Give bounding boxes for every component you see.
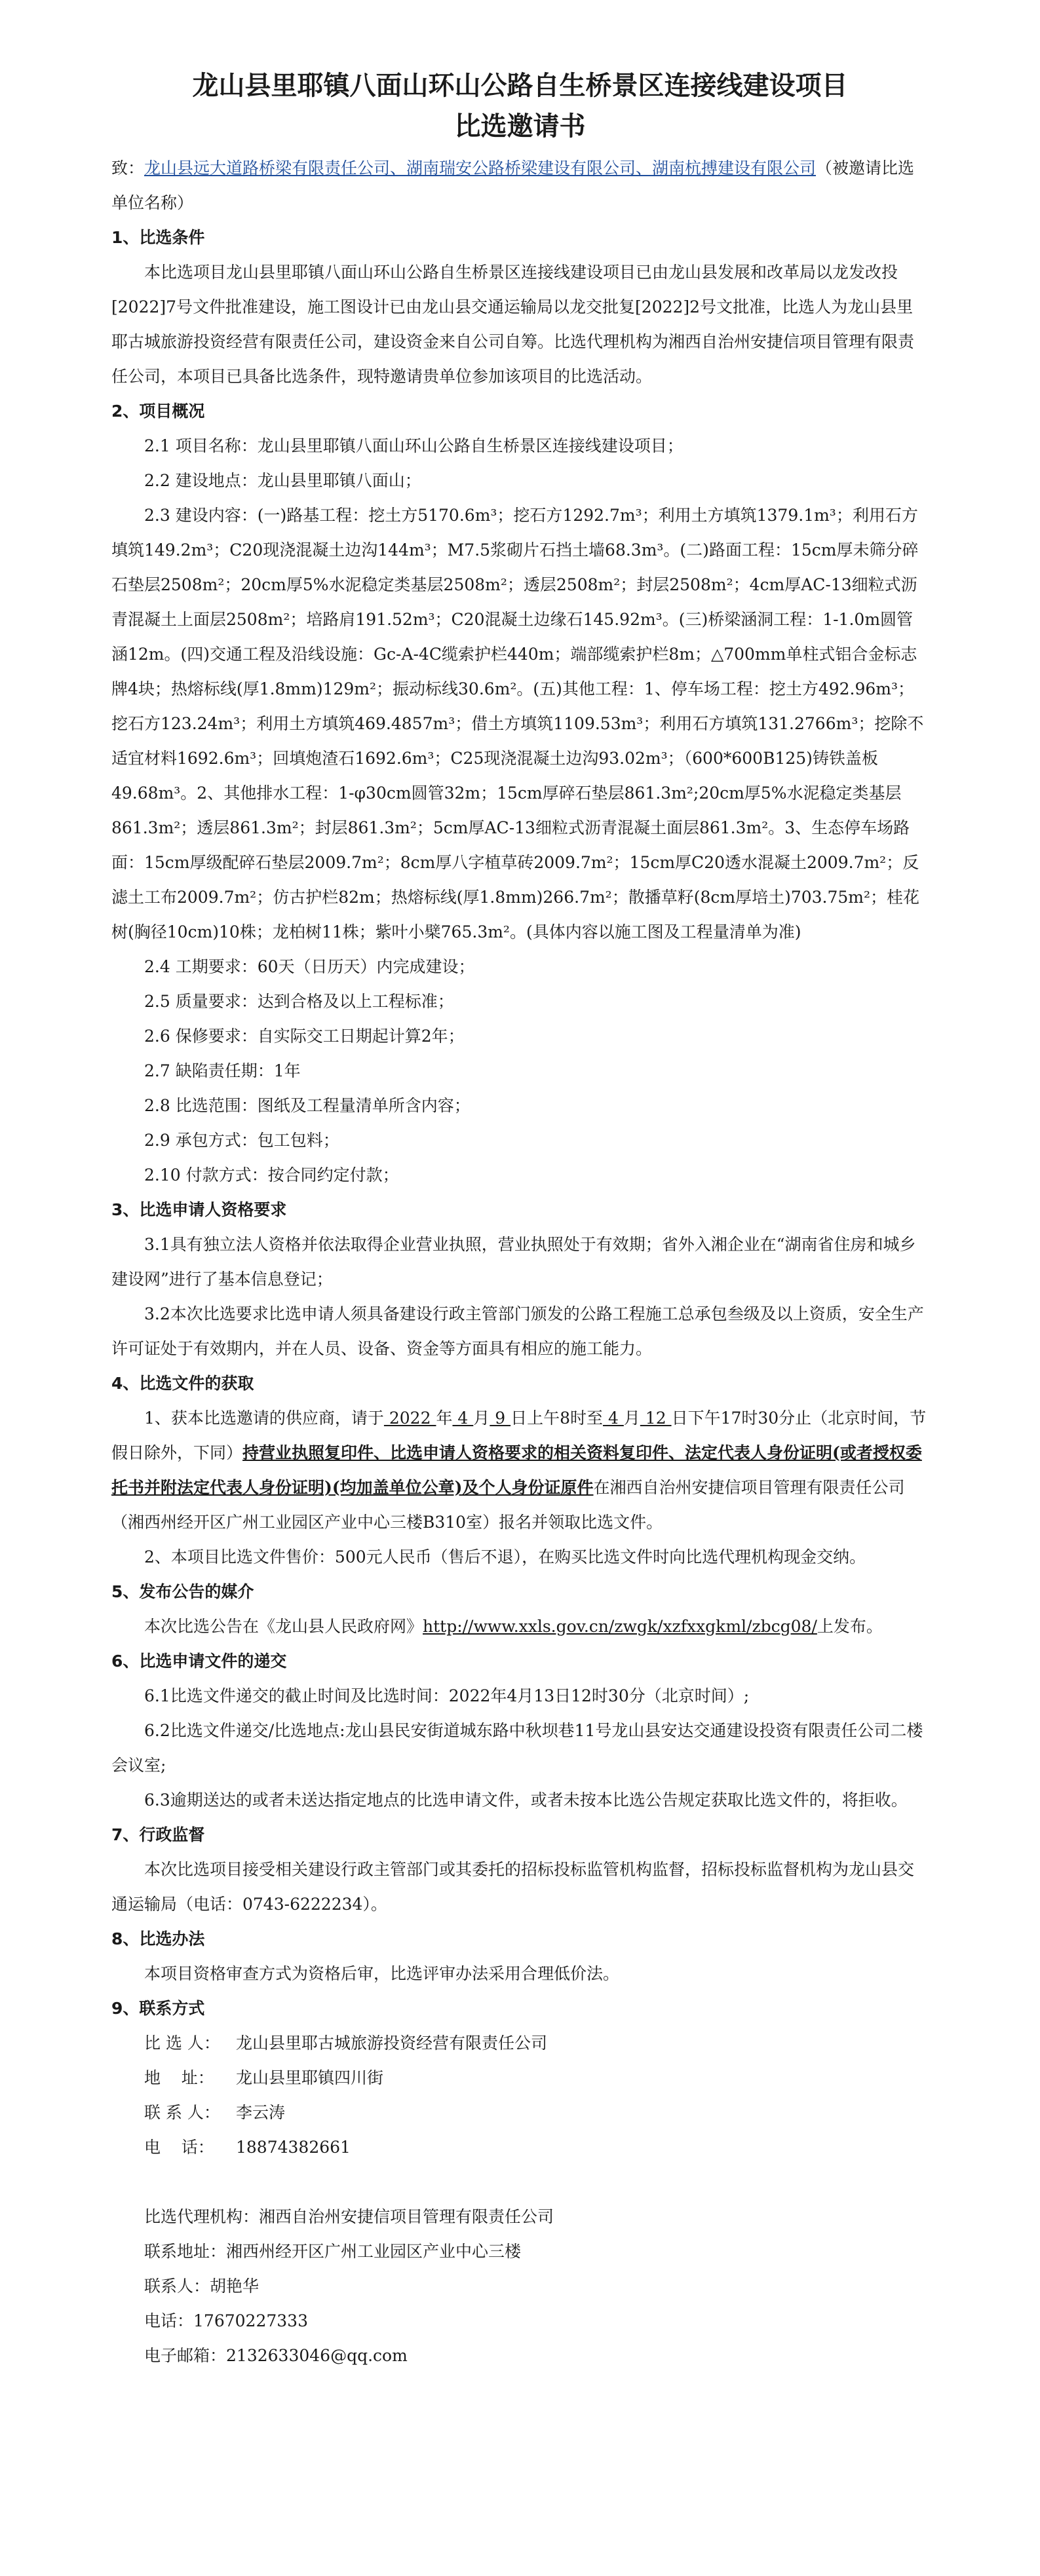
contact-label: 联 系 人： bbox=[144, 2103, 220, 2122]
s4-text: 在湘西自治州安捷信项目管理有限责任公司（湘西州经开区广州工业园区产业中心三楼B310室）报名并领取比选文件。 bbox=[111, 1478, 905, 1532]
section-8-body: 本项目资格审查方式为资格后审，比选评审办法采用合理低价法。 bbox=[144, 1964, 620, 1983]
s4-day-start: 9 bbox=[490, 1409, 511, 1428]
section-2-item: 2.9 承包方式：包工包料； bbox=[144, 1131, 339, 1150]
contact-label: 比选代理机构： bbox=[144, 2207, 260, 2226]
contact-row bbox=[111, 2130, 929, 2165]
contact-value: 18874382661 bbox=[236, 2138, 351, 2157]
contact-value: 17670227333 bbox=[193, 2311, 308, 2330]
addressee-prefix: 致： bbox=[111, 159, 145, 178]
contact-value: 胡艳华 bbox=[210, 2277, 260, 2296]
s4-required-documents: 持营业执照复印件、比选申请人资格要求的相关资料复印件、法定代表人身份证明(或者授权委托书并附法定代表人身份证明)(均加盖单位公章)及个人身份证原件 bbox=[111, 1443, 922, 1497]
section-2-item: 2.10 付款方式：按合同约定付款； bbox=[144, 1165, 399, 1184]
s4-month-end: 4 bbox=[603, 1409, 624, 1428]
contact-label: 电子邮箱： bbox=[144, 2346, 227, 2365]
s4-day-end: 12 bbox=[640, 1409, 672, 1428]
contact-email[interactable]: 2132633046@qq.com bbox=[226, 2346, 408, 2365]
contact-row bbox=[111, 2269, 929, 2303]
contact-value: 龙山县里耶古城旅游投资经营有限责任公司 bbox=[236, 2034, 548, 2053]
contact-label: 比 选 人： bbox=[144, 2034, 220, 2053]
contact-row bbox=[111, 2026, 929, 2060]
title-line-1: 龙山县里耶镇八面山环山公路自生桥景区连接线建设项目 bbox=[192, 71, 848, 101]
addressee-companies: 龙山县远大道路桥梁有限责任公司、湖南瑞安公路桥梁建设有限公司、湖南杭搏建设有限公司 bbox=[144, 159, 817, 178]
contact-label: 电话： bbox=[144, 2311, 194, 2330]
section-1-body: 本比选项目龙山县里耶镇八面山环山公路自生桥景区连接线建设项目已由龙山县发展和改革局以龙发改投[2022]7号文件批准建设，施工图设计已由龙山县交通运输局以龙交批复[2022]2号文批准，比选人为龙山县里耶古城旅游投资经营有限责任公司，建设资金来自公司自筹。比选代理机构为湘西自治州安捷信项目管理有限责任公司，本项目已具备比选条件，现特邀请贵单位参加该项目的比选活动。 bbox=[111, 263, 915, 386]
section-1-heading: 1、比选条件 bbox=[111, 228, 205, 247]
section-7-heading: 7、行政监督 bbox=[111, 1825, 205, 1844]
section-2-item: 2.6 保修要求：自实际交工日期起计算2年； bbox=[144, 1027, 465, 1046]
s4-text: 月 bbox=[623, 1409, 640, 1428]
s4-text: 日下午17时30分止（北京时间，节假日除外，下同） bbox=[111, 1409, 927, 1462]
spacer bbox=[111, 2165, 929, 2199]
section-4-para-2: 2、本项目比选文件售价：500元人民币（售后不退），在购买比选文件时向比选代理机构现金交纳。 bbox=[144, 1547, 866, 1566]
section-2-item: 2.8 比选范围：图纸及工程量清单所含内容； bbox=[144, 1096, 471, 1115]
title-line-2: 比选邀请书 bbox=[454, 111, 586, 142]
section-6-para-3: 6.3逾期送达的或者未送达指定地点的比选申请文件，或者未按本比选公告规定获取比选文件的，将拒收。 bbox=[144, 1790, 908, 1809]
publish-url-link[interactable]: http://www.xxls.gov.cn/zwgk/xzfxxgkml/zbcg08/ bbox=[423, 1617, 817, 1636]
contact-row bbox=[111, 2060, 929, 2095]
contact-row bbox=[111, 2199, 929, 2234]
section-2-item: 2.7 缺陷责任期：1年 bbox=[144, 1061, 301, 1080]
section-2-heading: 2、项目概况 bbox=[111, 402, 205, 421]
section-6-para-2: 6.2比选文件递交/比选地点:龙山县民安街道城东路中秋坝巷11号龙山县安达交通建设投资有限责任公司二楼会议室; bbox=[111, 1721, 923, 1775]
addressee-suffix: （被邀请比选单位名称） bbox=[111, 159, 915, 212]
section-5-heading: 5、发布公告的媒介 bbox=[111, 1582, 254, 1601]
s5-text: 本次比选公告在《龙山县人民政府网》 bbox=[144, 1617, 423, 1636]
s4-text: 年 bbox=[436, 1409, 453, 1428]
section-3-heading: 3、比选申请人资格要求 bbox=[111, 1200, 287, 1219]
section-2-item: 2.3 建设内容：(一)路基工程：挖土方5170.6m³；挖石方1292.7m³；利用土方填筑1379.1m³；利用石方填筑149.2m³；C20现浇混凝土边沟144m³；M7.5浆砌片石挡土墙68.3m³。(二)路面工程：15cm厚未筛分碎石垫层2508m²；20cm厚5%水泥稳定类基层2508m²；透层2508m²；封层2508m²；4cm厚AC-13细粒式沥青混凝土上面层2508m²；培路肩191.52m³；C20混凝土边缘石145.92m³。(三)桥梁涵洞工程：1-1.0m圆管涵12m。(四)交通工程及沿线设施：Gc-A-4C缆索护栏440m；端部缆索护栏8m；△700mm单柱式铝合金标志牌4块；热熔标线(厚1.8mm)129m²；振动标线30.6m²。(五)其他工程：1、停车场工程：挖土方492.96m³；挖石方123.24m³；利用土方填筑469.4857m³；借土方填筑1109.53m³；利用石方填筑131.2766m³；挖除不适宜材料1692.6m³；回填炮渣石1692.6m³；C25现浇混凝土边沟93.02m³；（600*600B125)铸铁盖板49.68m³。2、其他排水工程：1-φ30cm圆管32m；15cm厚碎石垫层861.3m²;20cm厚5%水泥稳定类基层861.3m²；透层861.3m²；封层861.3m²；5cm厚AC-13细粒式沥青混凝土面层861.3m²。3、生态停车场路面：15cm厚级配碎石垫层2009.7m²；8cm厚八字植草砖2009.7m²；15cm厚C20透水混凝土2009.7m²；反滤土工布2009.7m²；仿古护栏82m；热熔标线(厚1.8mm)266.7m²；散播草籽(8cm厚培土)703.75m²；桂花树(胸径10cm)10株；龙柏树11株；紫叶小檗765.3m²。(具体内容以施工图及工程量清单为准) bbox=[111, 506, 924, 941]
contact-block-bidder bbox=[111, 2026, 929, 2165]
contact-block-agency bbox=[111, 2199, 929, 2373]
s4-text: 1、获本比选邀请的供应商，请于 bbox=[144, 1409, 384, 1428]
contact-row bbox=[111, 2095, 929, 2130]
section-6-para-1: 6.1比选文件递交的截止时间及比选时间：2022年4月13日12时30分（北京时间）; bbox=[144, 1686, 750, 1705]
contact-value: 湘西自治州安捷信项目管理有限责任公司 bbox=[259, 2207, 554, 2226]
contact-value: 湘西州经开区广州工业园区产业中心三楼 bbox=[226, 2242, 522, 2261]
contact-value: 龙山县里耶镇四川街 bbox=[236, 2068, 384, 2087]
document-title bbox=[111, 66, 929, 147]
s5-text: 上发布。 bbox=[817, 1617, 883, 1636]
section-2-item: 2.5 质量要求：达到合格及以上工程标准； bbox=[144, 992, 454, 1011]
section-7-body: 本次比选项目接受相关建设行政主管部门或其委托的招标投标监管机构监督，招标投标监督机构为龙山县交通运输局（电话：0743-6222234）。 bbox=[111, 1860, 915, 1914]
contact-value: 李云涛 bbox=[236, 2103, 286, 2122]
contact-label: 联系人： bbox=[144, 2277, 210, 2296]
contact-label: 联系地址： bbox=[144, 2242, 227, 2261]
s4-text: 日上午8时至 bbox=[510, 1409, 604, 1428]
contact-row bbox=[111, 2234, 929, 2269]
section-6-heading: 6、比选申请文件的递交 bbox=[111, 1652, 287, 1671]
section-2-item: 2.1 项目名称：龙山县里耶镇八面山环山公路自生桥景区连接线建设项目； bbox=[144, 436, 684, 455]
section-3-para-1: 3.1具有独立法人资格并依法取得企业营业执照，营业执照处于有效期；省外入湘企业在“湖南省住房和城乡建设网”进行了基本信息登记； bbox=[111, 1235, 916, 1289]
contact-label: 地 址： bbox=[144, 2068, 214, 2087]
s4-month-start: 4 bbox=[452, 1409, 474, 1428]
s4-year: 2022 bbox=[383, 1409, 436, 1428]
section-4-heading: 4、比选文件的获取 bbox=[111, 1374, 254, 1393]
addressee bbox=[111, 151, 929, 220]
contact-row bbox=[111, 2338, 929, 2373]
section-2-item: 2.2 建设地点：龙山县里耶镇八面山； bbox=[144, 471, 421, 490]
section-8-heading: 8、比选办法 bbox=[111, 1929, 205, 1948]
s4-text: 月 bbox=[473, 1409, 490, 1428]
contact-row bbox=[111, 2303, 929, 2338]
section-5-body bbox=[111, 1609, 929, 1644]
section-3-para-2: 3.2本次比选要求比选申请人须具备建设行政主管部门颁发的公路工程施工总承包叁级及以上资质，安全生产许可证处于有效期内，并在人员、设备、资金等方面具有相应的施工能力。 bbox=[111, 1304, 924, 1358]
section-2-item: 2.4 工期要求：60天（日历天）内完成建设； bbox=[144, 957, 475, 976]
section-4-para-1 bbox=[111, 1401, 929, 1540]
section-9-heading: 9、联系方式 bbox=[111, 1999, 205, 2018]
contact-label: 电 话： bbox=[144, 2138, 214, 2157]
